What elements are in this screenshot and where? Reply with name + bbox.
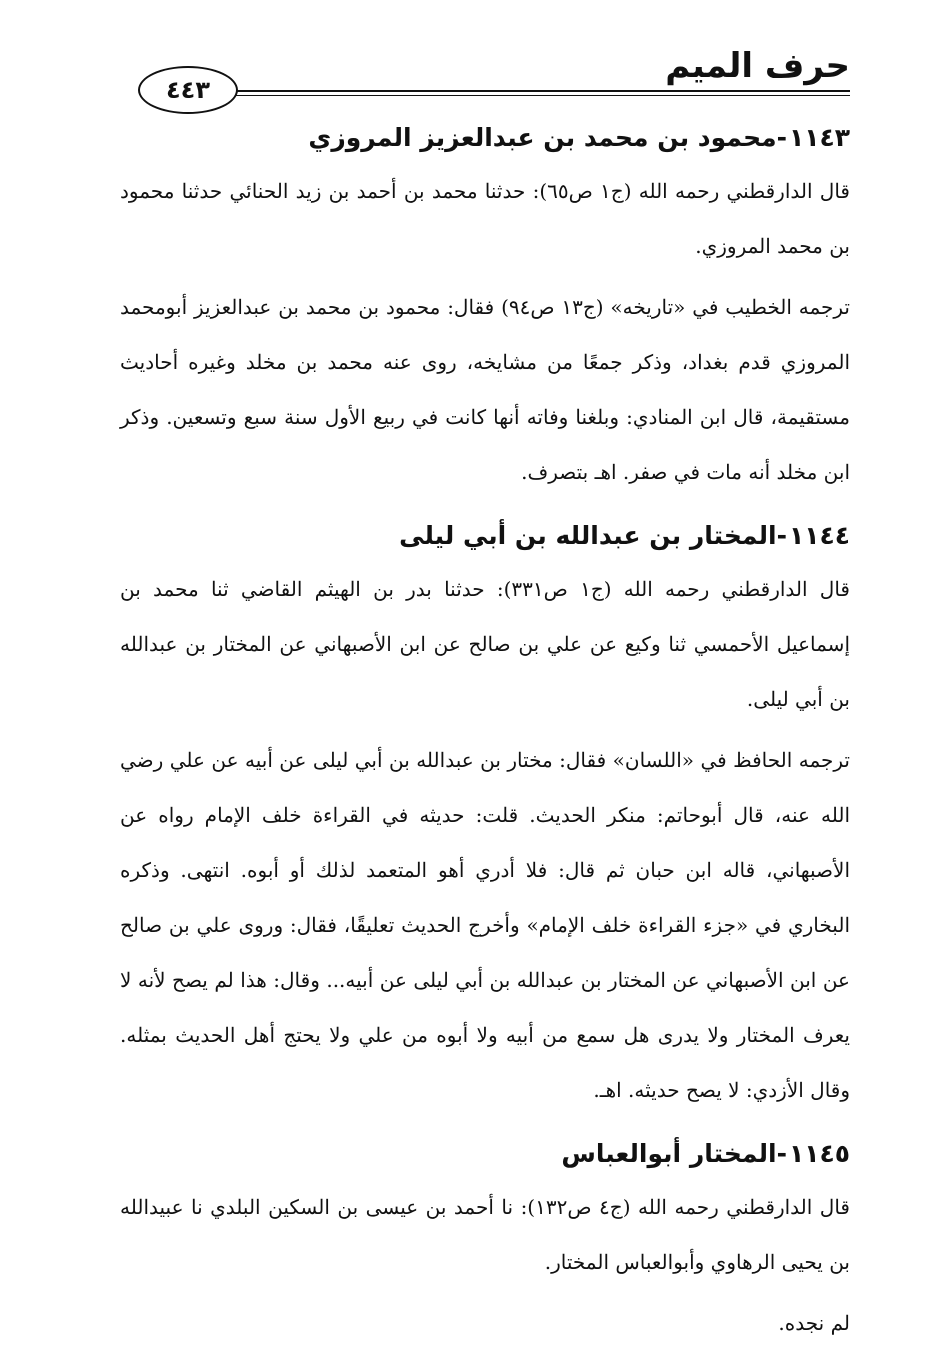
- paragraph: قال الدارقطني رحمه الله (ج٤ ص١٣٢): نا أحمد بن عيسى بن السكين البلدي نا عبيدالله بن يحيى الرهاوي وأبوالعباس المختار.: [120, 1195, 850, 1274]
- entry-dash: -: [776, 1139, 787, 1168]
- paragraph: قال الدارقطني رحمه الله (ج١ ص٦٥): حدثنا محمد بن أحمد بن زيد الحنائي حدثنا محمود بن محمد المروزي.: [120, 179, 850, 258]
- entry-number: ١١٤٣: [788, 123, 850, 152]
- page-header: [120, 40, 850, 102]
- entry-number: ١١٤٤: [788, 521, 850, 550]
- entry-name: المختار أبوالعباس: [561, 1139, 777, 1168]
- paragraph: ترجمه الخطيب في «تاريخه» (ج١٣ ص٩٤) فقال: محمود بن محمد بن عبدالعزيز أبومحمد المروزي قدم بغداد، وذكر جمعًا من مشايخه، روى عنه محمد بن مخلد وغيره أحاديث مستقيمة، قال ابن المنادي: وبلغنا وفاته أنها كانت في ربيع الأول سنة سبع وتسعين. وذكر ابن مخلد أنه مات في صفر. اهـ بتصرف.: [120, 295, 850, 484]
- entry-1144: [120, 510, 850, 1118]
- page-body: [120, 112, 850, 1351]
- entry-1143: [120, 112, 850, 500]
- header-rule-thin: [220, 95, 850, 96]
- header-rule: [220, 90, 850, 92]
- paragraph: لم نجده.: [778, 1311, 850, 1335]
- paragraph: ترجمه الحافظ في «اللسان» فقال: مختار بن عبدالله بن أبي ليلى عن أبيه عن علي رضي الله عنه، قال أبوحاتم: منكر الحديث. قلت: حديثه في القراءة خلف الإمام رواه عن الأصبهاني، قاله ابن حبان ثم قال: فلا أدري أهو المتعمد لذلك أو أبوه. انتهى. وذكره البخاري في «جزء القراءة خلف الإمام» وأخرج الحديث تعليقًا، فقال: وروى علي بن صالح عن ابن الأصبهاني عن المختار بن عبدالله بن أبي ليلى عن أبيه... وقال: هذا لم يصح لأنه لا يعرف المختار ولا يدرى هل سمع من أبيه ولا أبوه من علي ولا يحتج أهل الحديث بمثله. وقال الأزدي: لا يصح حديثه. اهـ.: [120, 748, 851, 1102]
- entry-heading: [120, 510, 850, 562]
- entry-heading: [120, 1128, 850, 1180]
- entry-number: ١١٤٥: [788, 1139, 850, 1168]
- entry-1145: [120, 1128, 850, 1351]
- paragraph: قال الدارقطني رحمه الله (ج١ ص٣٣١): حدثنا بدر بن الهيثم القاضي ثنا محمد بن إسماعيل الأحمسي ثنا وكيع عن علي بن صالح عن ابن الأصبهاني عن المختار بن عبدالله بن أبي ليلى.: [120, 577, 850, 711]
- chapter-title: حرف الميم: [665, 46, 850, 86]
- entry-heading: [120, 112, 850, 164]
- entry-name: محمود بن محمد بن عبدالعزيز المروزي: [308, 123, 777, 152]
- entry-name: المختار بن عبدالله بن أبي ليلى: [399, 521, 777, 550]
- entry-dash: -: [776, 123, 787, 152]
- page-number: ٤٤٣: [138, 66, 238, 114]
- entry-dash: -: [776, 521, 787, 550]
